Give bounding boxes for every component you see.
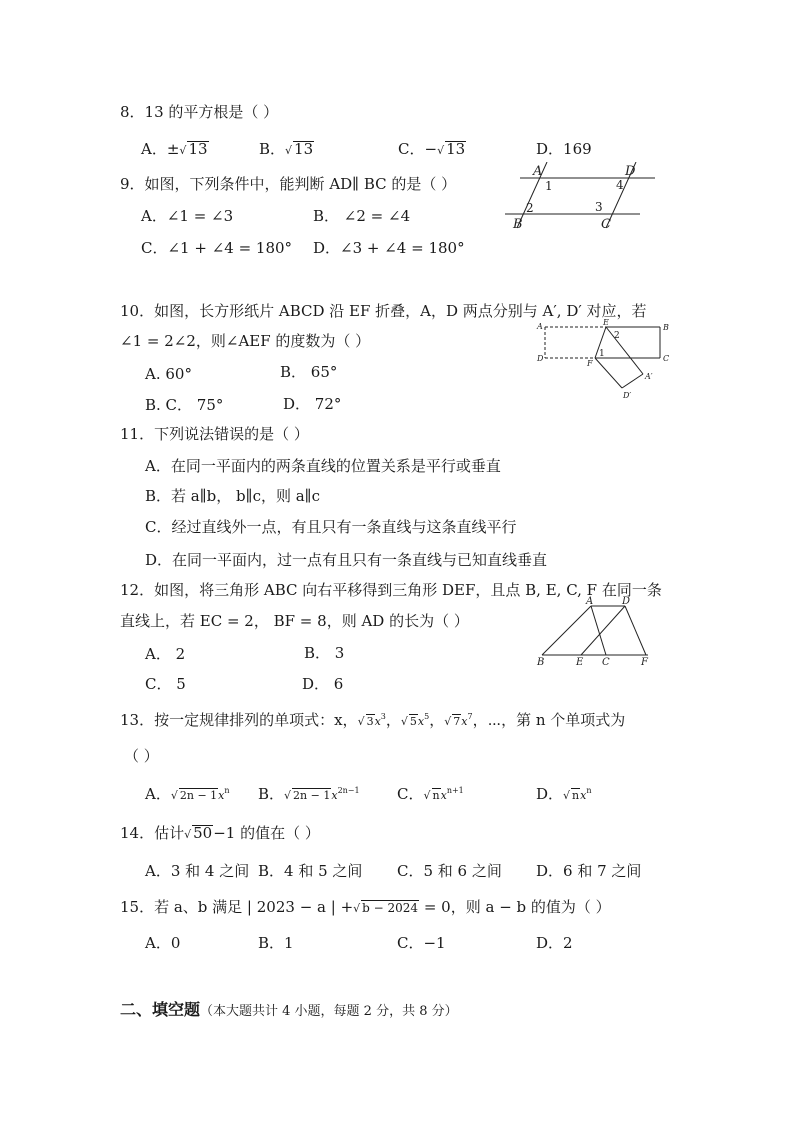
sqrt-icon: √ bbox=[170, 789, 178, 802]
option-label: C． bbox=[397, 785, 424, 803]
segment-de bbox=[581, 606, 625, 655]
q13-option-b bbox=[258, 784, 360, 806]
q8-stem: 8．13 的平方根是（ ） bbox=[120, 103, 279, 121]
option-label: D． bbox=[536, 140, 564, 158]
q12-line2: 直线上，若 EC = 2， BF = 8，则 AD 的长为（ ） bbox=[120, 612, 469, 630]
label-C: C bbox=[601, 217, 611, 232]
section-title: 二、填空题 bbox=[120, 1000, 201, 1019]
radicand: 7 bbox=[453, 715, 461, 728]
q14-option-b: B．4 和 5 之间 bbox=[258, 862, 363, 880]
q13-option-d bbox=[536, 784, 592, 806]
q13-line1 bbox=[120, 710, 625, 732]
q9-option-c: C．∠1 + ∠4 = 180° bbox=[141, 239, 293, 257]
q12-option-d: D． 6 bbox=[302, 675, 344, 693]
minus-sign: − bbox=[424, 140, 438, 158]
q12-option-c: C． 5 bbox=[145, 675, 186, 693]
variable: x bbox=[580, 789, 587, 802]
q8-option-d bbox=[536, 139, 592, 159]
separator: ， bbox=[429, 711, 445, 729]
q14-stem bbox=[120, 823, 320, 845]
q14-prefix: 14．估计 bbox=[120, 824, 185, 842]
section-heading bbox=[120, 1000, 458, 1022]
q11-option-d: D．在同一平面内，过一点有且只有一条直线与已知直线垂直 bbox=[145, 551, 548, 569]
label-B: B bbox=[513, 217, 523, 232]
label-F: F bbox=[587, 359, 593, 368]
option-label: A． bbox=[141, 140, 167, 158]
option-label: C． bbox=[398, 140, 425, 158]
q10-line1: 10．如图，长方形纸片 ABCD 沿 EF 折叠，A，D 两点分别与 A′, D′ 对应，若 bbox=[120, 302, 647, 320]
radicand: 13 bbox=[188, 140, 208, 158]
variable: x bbox=[374, 715, 381, 728]
q15-option-c: C．−1 bbox=[397, 934, 446, 952]
q9-option-b: B． ∠2 = ∠4 bbox=[313, 207, 411, 225]
sqrt-icon: √ bbox=[400, 715, 408, 728]
radicand: 3 bbox=[366, 715, 374, 728]
edge-ea-prime bbox=[606, 327, 643, 374]
sqrt-icon: √ bbox=[184, 828, 192, 841]
plus-minus-sign: ± bbox=[166, 140, 180, 158]
exponent: 7 bbox=[467, 712, 473, 721]
variable: x bbox=[440, 789, 447, 802]
sqrt-icon: √ bbox=[353, 902, 361, 915]
variable: x bbox=[461, 715, 468, 728]
q12-option-a: A． 2 bbox=[145, 645, 186, 663]
q14-option-c: C．5 和 6 之间 bbox=[397, 862, 502, 880]
option-label: D． bbox=[536, 785, 564, 803]
q9-figure bbox=[505, 162, 655, 234]
sqrt-icon: √ bbox=[179, 144, 187, 157]
option-label: B． bbox=[259, 140, 286, 158]
exponent: n bbox=[586, 786, 592, 795]
option-label: A． bbox=[145, 785, 171, 803]
radicand: 5 bbox=[409, 715, 417, 728]
sqrt-icon: √ bbox=[444, 715, 452, 728]
q8-option-b bbox=[259, 139, 314, 161]
radicand: 13 bbox=[446, 140, 466, 158]
q15-suffix: = 0，则 a − b 的值为（ ） bbox=[419, 898, 611, 916]
q13-option-a bbox=[145, 784, 230, 806]
q10-figure bbox=[535, 318, 675, 402]
label-E: E bbox=[576, 657, 584, 667]
sqrt-icon: √ bbox=[357, 715, 365, 728]
angle-4: 4 bbox=[616, 178, 624, 192]
sqrt-icon: √ bbox=[563, 789, 571, 802]
sqrt-icon: √ bbox=[284, 789, 292, 802]
q13-suffix: ，⋯，第 n 个单项式为 bbox=[472, 711, 626, 729]
q9-option-a: A．∠1 = ∠3 bbox=[141, 207, 234, 225]
sqrt-icon: √ bbox=[285, 144, 293, 157]
exponent: 2n−1 bbox=[337, 786, 360, 795]
q11-stem: 11．下列说法错误的是（ ） bbox=[120, 425, 309, 443]
option-value: 169 bbox=[563, 140, 592, 158]
variable: x bbox=[331, 789, 338, 802]
radicand: b − 2024 bbox=[362, 901, 419, 915]
label-A: A bbox=[586, 596, 594, 607]
q9-option-d: D．∠3 + ∠4 = 180° bbox=[313, 239, 465, 257]
q11-option-a: A．在同一平面内的两条直线的位置关系是平行或垂直 bbox=[145, 457, 501, 475]
q15-option-d: D．2 bbox=[536, 934, 573, 952]
angle-1: 1 bbox=[545, 179, 553, 193]
label-D-prime: D′ bbox=[623, 391, 632, 400]
q12-figure bbox=[534, 595, 656, 667]
radicand: 50 bbox=[193, 824, 213, 842]
segment-df bbox=[625, 606, 646, 655]
option-label: B． bbox=[258, 785, 285, 803]
q10-option-b: B． 65° bbox=[280, 363, 338, 381]
q15-option-b: B．1 bbox=[258, 934, 294, 952]
edge-fd-prime bbox=[595, 358, 622, 388]
q8-option-a bbox=[141, 139, 209, 161]
q11-option-c: C．经过直线外一点，有且只有一条直线与这条直线平行 bbox=[145, 518, 517, 536]
label-C: C bbox=[663, 354, 670, 363]
exponent: 5 bbox=[424, 712, 430, 721]
sqrt-icon: √ bbox=[437, 144, 445, 157]
segment-ac bbox=[591, 606, 606, 655]
q8-option-c bbox=[398, 139, 466, 161]
label-B: B bbox=[537, 657, 545, 667]
radicand: 13 bbox=[294, 140, 314, 158]
q12-option-b: B． 3 bbox=[304, 644, 345, 662]
q10-option-d: D． 72° bbox=[283, 395, 342, 413]
label-A: A bbox=[533, 164, 543, 179]
label-B: B bbox=[663, 323, 669, 332]
angle-1: 1 bbox=[599, 349, 605, 359]
q13-line2: （ ） bbox=[124, 747, 159, 765]
q13-prefix: 13．按一定规律排列的单项式：x， bbox=[120, 711, 358, 729]
label-A-prime: A′ bbox=[645, 372, 653, 381]
radicand: n bbox=[572, 789, 580, 802]
variable: x bbox=[218, 789, 225, 802]
q9-stem: 9．如图，下列条件中，能判断 AD∥ BC 的是（ ） bbox=[120, 175, 457, 193]
angle-2: 2 bbox=[614, 331, 620, 341]
q12-line1: 12．如图，将三角形 ABC 向右平移得到三角形 DEF，且点 B, E, C, F 在同一条 bbox=[120, 581, 662, 599]
edge-a-d-prime bbox=[622, 374, 643, 388]
label-C: C bbox=[602, 657, 610, 667]
q10-option-a: A. 60° bbox=[145, 365, 192, 383]
exponent: n+1 bbox=[446, 786, 464, 795]
q14-option-a: A．3 和 4 之间 bbox=[145, 862, 250, 880]
q11-option-b: B．若 a∥b， b∥c，则 a∥c bbox=[145, 487, 321, 505]
q15-prefix: 15．若 a、b 满足 | 2023 − a | + bbox=[120, 898, 354, 916]
q10-line2: ∠1 = 2∠2，则∠AEF 的度数为（ ） bbox=[120, 332, 371, 350]
separator: ， bbox=[385, 711, 401, 729]
exponent: n bbox=[224, 786, 230, 795]
radicand: 2n − 1 bbox=[179, 789, 218, 802]
segment-ab bbox=[542, 606, 591, 655]
q15-stem bbox=[120, 897, 611, 919]
angle-2: 2 bbox=[526, 201, 534, 215]
sqrt-icon: √ bbox=[423, 789, 431, 802]
variable: x bbox=[417, 715, 425, 728]
q14-option-d: D．6 和 7 之间 bbox=[536, 862, 642, 880]
label-A: A bbox=[537, 322, 543, 331]
label-E: E bbox=[603, 318, 609, 327]
q10-option-c: B. C． 75° bbox=[145, 396, 224, 414]
q13-option-c bbox=[397, 784, 464, 806]
label-D: D bbox=[625, 164, 636, 179]
exponent: 3 bbox=[380, 712, 386, 721]
radicand: 2n − 1 bbox=[293, 789, 331, 802]
label-D: D bbox=[537, 354, 544, 363]
section-note: （本大题共计 4 小题，每题 2 分，共 8 分） bbox=[200, 1004, 458, 1019]
label-D: D bbox=[622, 596, 631, 607]
label-F: F bbox=[641, 657, 648, 667]
angle-3: 3 bbox=[595, 200, 603, 214]
q15-option-a: A．0 bbox=[145, 934, 181, 952]
q14-suffix: −1 的值在（ ） bbox=[213, 824, 320, 842]
radicand: n bbox=[432, 789, 440, 802]
